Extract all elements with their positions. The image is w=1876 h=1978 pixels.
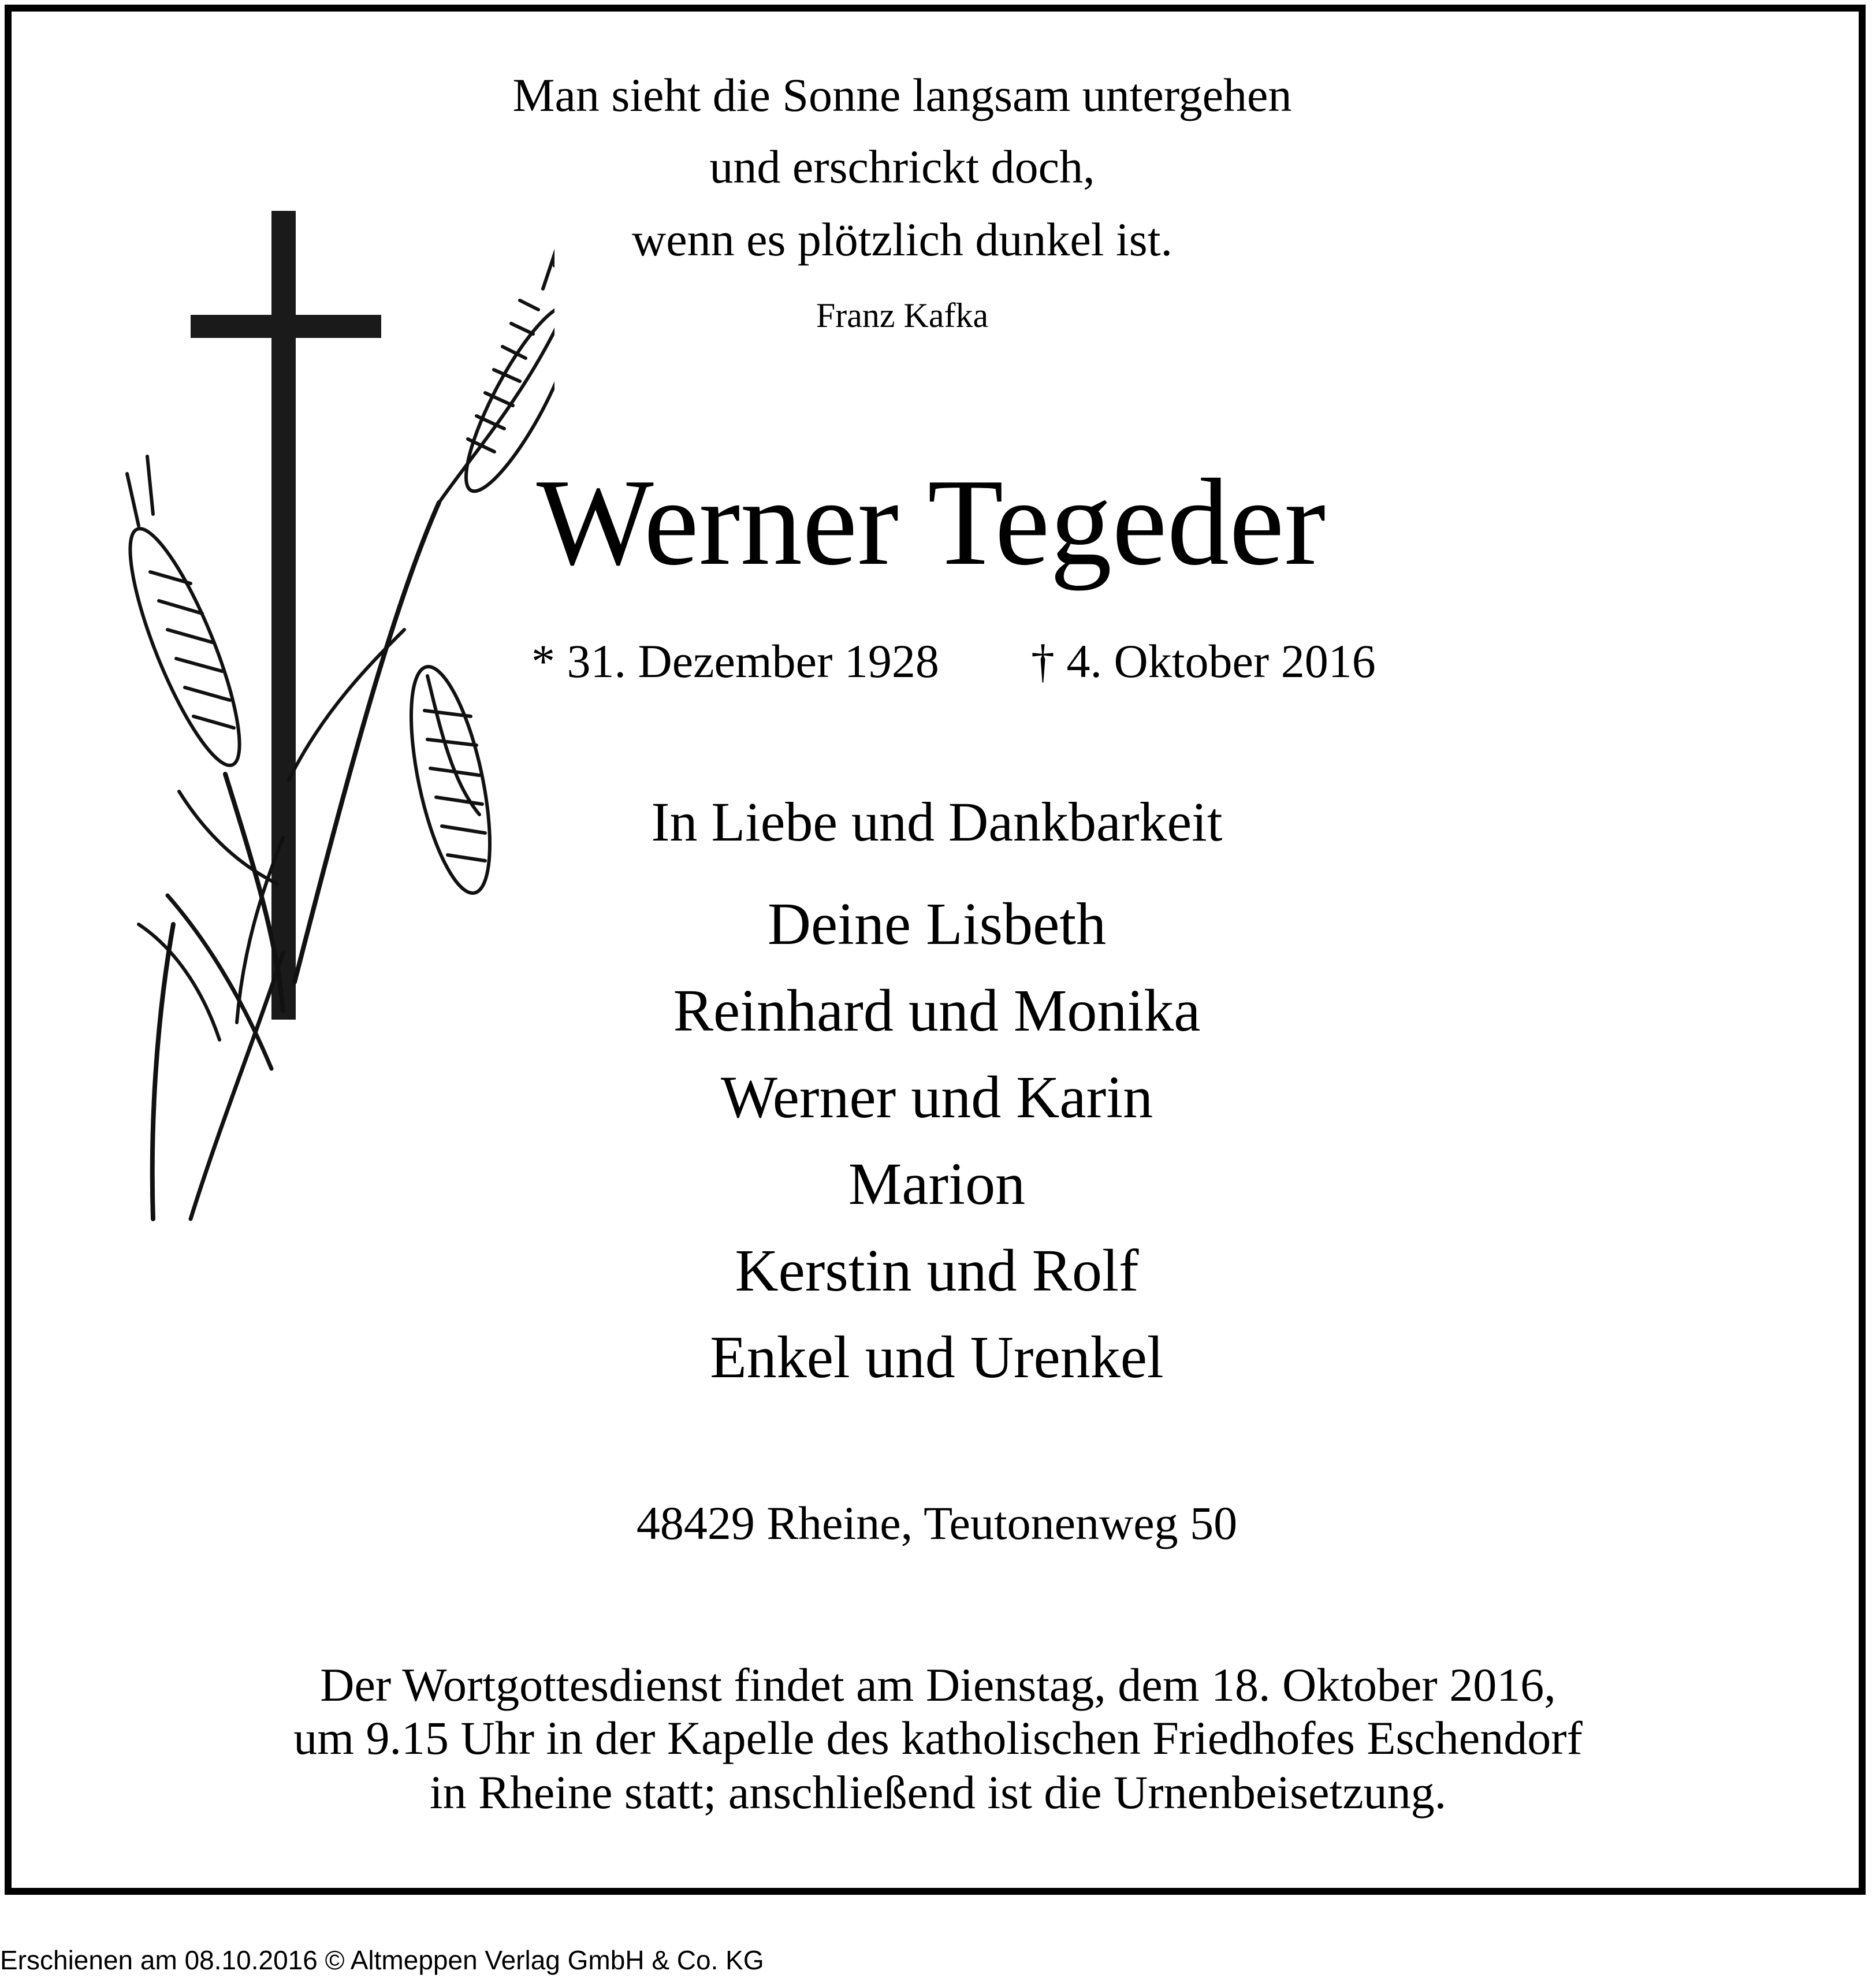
mourner-name: Kerstin und Rolf xyxy=(735,1237,1139,1304)
mourner-name: Deine Lisbeth xyxy=(767,891,1107,957)
service-line-1: Der Wortgottesdienst findet am Dienstag, dem 18. Oktober 2016, xyxy=(320,1659,1556,1711)
service-line-3: in Rheine statt; anschließend ist die Urnenbeisetzung. xyxy=(429,1766,1447,1819)
death-date: † 4. Oktober 2016 xyxy=(1031,635,1376,687)
service-line-2: um 9.15 Uhr in der Kapelle des katholischen Friedhofes Eschendorf xyxy=(293,1712,1583,1764)
publication-footer: Erschienen am 08.10.2016 © Altmeppen Verlag GmbH & Co. KG xyxy=(0,1945,764,1975)
mourner-name: Reinhard und Monika xyxy=(673,977,1201,1044)
poem-line-2: und erschrickt doch, xyxy=(709,140,1095,193)
mourner-name: Enkel und Urenkel xyxy=(710,1324,1164,1390)
deceased-name: Werner Tegeder xyxy=(536,453,1326,591)
birth-date: * 31. Dezember 1928 xyxy=(531,635,939,687)
poem-line-3: wenn es plötzlich dunkel ist. xyxy=(632,213,1172,266)
address: 48429 Rheine, Teutonenweg 50 xyxy=(636,1497,1238,1549)
mourner-name: Marion xyxy=(848,1151,1026,1217)
poem-author: Franz Kafka xyxy=(816,296,989,334)
mourner-name: Werner und Karin xyxy=(720,1064,1153,1131)
poem-line-1: Man sieht die Sonne langsam untergehen xyxy=(512,69,1292,121)
mourners-intro: In Liebe und Dankbarkeit xyxy=(651,791,1223,853)
